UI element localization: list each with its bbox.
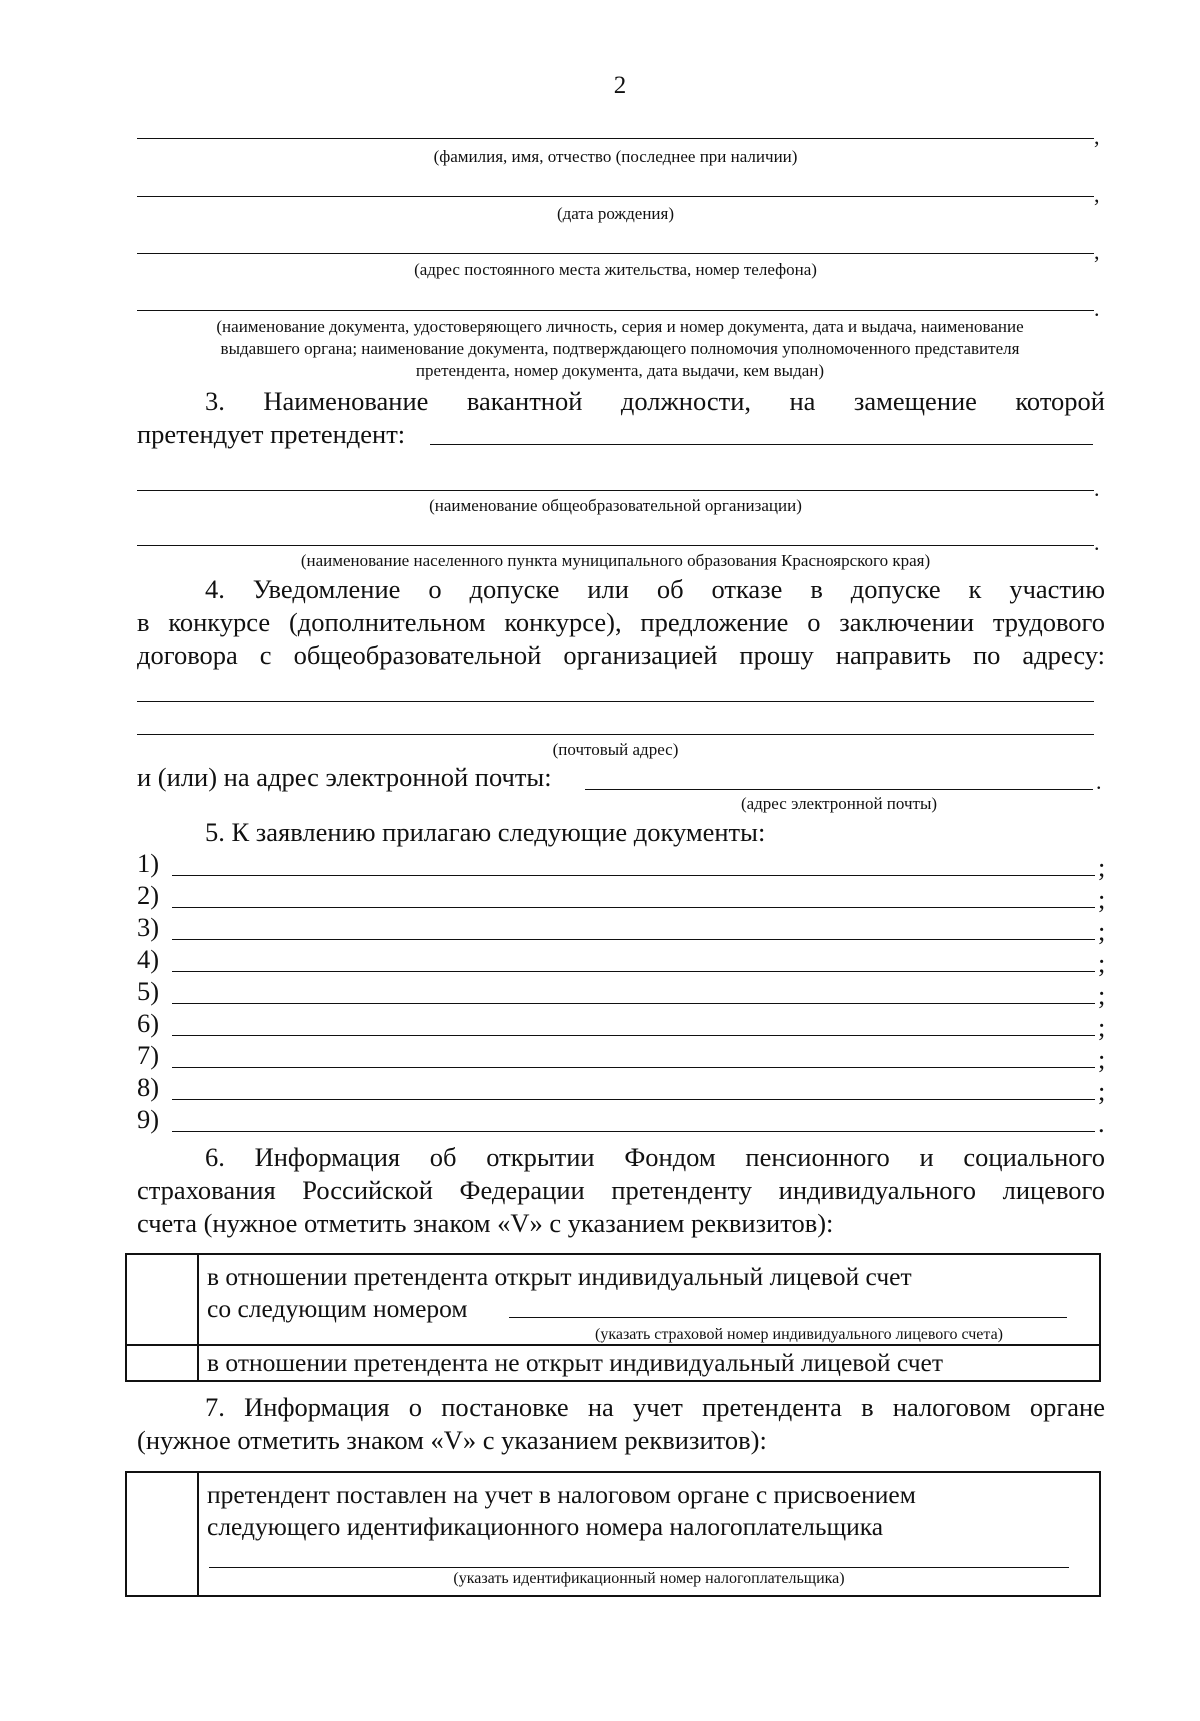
doc-item-number: 6) bbox=[137, 1008, 160, 1038]
doc-item-number: 9) bbox=[137, 1104, 160, 1134]
doc-item-end-mark: ; bbox=[1098, 980, 1106, 1010]
comma-mark: , bbox=[1094, 124, 1100, 149]
document-input-line[interactable] bbox=[137, 310, 1094, 311]
doc-item-number: 7) bbox=[137, 1040, 160, 1070]
address-caption: (адрес постоянного места жительства, номер телефона) bbox=[414, 260, 817, 279]
doc-item-number: 8) bbox=[137, 1072, 160, 1102]
section4-line3: договора с общеобразовательной организацией прошу направить по адресу: bbox=[137, 640, 1105, 670]
tax-registered-text-line1: претендент поставлен на учет в налоговом органе с присвоением bbox=[207, 1480, 916, 1509]
doc-item-line[interactable] bbox=[172, 971, 1095, 972]
doc-item-line[interactable] bbox=[172, 907, 1095, 908]
postal-address-caption: (почтовый адрес) bbox=[552, 740, 679, 759]
section3-line2: претендует претендент: bbox=[137, 419, 406, 449]
doc-item-number: 1) bbox=[137, 848, 160, 878]
section4-line2: в конкурсе (дополнительном конкурсе), предложение о заключении трудового bbox=[137, 607, 1105, 637]
tax-registered-option bbox=[198, 1472, 1100, 1596]
doc-item-line[interactable] bbox=[172, 1003, 1095, 1004]
pension-opened-option bbox=[198, 1254, 1100, 1345]
doc-item-end-mark: ; bbox=[1098, 1044, 1106, 1074]
pension-not-opened-option bbox=[198, 1345, 1100, 1381]
period-mark: . bbox=[1096, 769, 1102, 794]
doc-item-line[interactable] bbox=[172, 875, 1095, 876]
organization-caption: (наименование общеобразовательной организации) bbox=[429, 496, 802, 515]
period-mark: . bbox=[1094, 476, 1100, 501]
document-caption: (наименование документа, удостоверяющего личность, серия и номер документа, дата и выдача, наименование выдавшего органа; наименование документа, подтверждающего полномочия уполномоченного представителя претендента, номер документа, дата выдачи, кем выдан) bbox=[216, 317, 1024, 380]
position-input-line[interactable] bbox=[430, 444, 1093, 445]
locality-input-line[interactable] bbox=[137, 545, 1094, 546]
period-mark: . bbox=[1094, 296, 1100, 321]
fio-caption: (фамилия, имя, отчество (последнее при наличии) bbox=[433, 147, 798, 166]
tax-registered-checkbox[interactable] bbox=[126, 1472, 198, 1596]
locality-caption: (наименование населенного пункта муниципального образования Красноярского края) bbox=[300, 551, 931, 570]
doc-item-line[interactable] bbox=[172, 1131, 1095, 1132]
section5-heading: 5. К заявлению прилагаю следующие документы: bbox=[205, 817, 766, 847]
doc-item-line[interactable] bbox=[172, 1035, 1095, 1036]
doc-item-end-mark: ; bbox=[1098, 1076, 1106, 1106]
postal-address-line2[interactable] bbox=[137, 734, 1094, 735]
organization-input-line[interactable] bbox=[137, 490, 1094, 491]
doc-item-end-mark: ; bbox=[1098, 948, 1106, 978]
comma-mark: , bbox=[1094, 182, 1100, 207]
email-input-line[interactable] bbox=[585, 789, 1093, 790]
pension-opened-number-label: со следующим номером bbox=[207, 1294, 468, 1323]
snils-caption: (указать страховой номер индивидуального лицевого счета) bbox=[594, 1326, 1004, 1343]
doc-item-number: 2) bbox=[137, 880, 160, 910]
doc-item-end-mark: ; bbox=[1098, 916, 1106, 946]
section3-line1: 3. Наименование вакантной должности, на замещение которой bbox=[205, 386, 1105, 416]
birth-date-input-line[interactable] bbox=[137, 196, 1094, 197]
section6-line3: счета (нужное отметить знаком «V» с указанием реквизитов): bbox=[137, 1208, 834, 1238]
section7-line1: 7. Информация о постановке на учет претендента в налоговом органе bbox=[205, 1392, 1105, 1422]
section4-line1: 4. Уведомление о допуске или об отказе в допуске к участию bbox=[205, 574, 1105, 604]
inn-caption: (указать идентификационный номер налогоплательщика) bbox=[453, 1570, 845, 1587]
tax-registration-table bbox=[125, 1471, 1101, 1597]
doc-item-line[interactable] bbox=[172, 939, 1095, 940]
doc-item-line[interactable] bbox=[172, 1099, 1095, 1100]
doc-item-end-mark: ; bbox=[1098, 1012, 1106, 1042]
pension-account-table bbox=[125, 1253, 1101, 1382]
doc-item-end-mark: ; bbox=[1098, 884, 1106, 914]
pension-opened-text: в отношении претендента открыт индивидуальный лицевой счет bbox=[207, 1262, 912, 1291]
pension-not-opened-checkbox[interactable] bbox=[126, 1345, 198, 1381]
doc-item-number: 3) bbox=[137, 912, 160, 942]
doc-item-number: 5) bbox=[137, 976, 160, 1006]
email-caption: (адрес электронной почты) bbox=[740, 794, 938, 813]
period-mark: . bbox=[1094, 530, 1100, 555]
doc-item-number: 4) bbox=[137, 944, 160, 974]
doc-item-line[interactable] bbox=[172, 1067, 1095, 1068]
section7-line2: (нужное отметить знаком «V» с указанием реквизитов): bbox=[137, 1425, 767, 1455]
doc-item-end-mark: . bbox=[1098, 1108, 1105, 1138]
pension-opened-checkbox[interactable] bbox=[126, 1254, 198, 1345]
comma-mark: , bbox=[1094, 239, 1100, 264]
fio-input-line[interactable] bbox=[137, 138, 1094, 139]
postal-address-line1[interactable] bbox=[137, 701, 1094, 702]
section6-line2: страхования Российской Федерации претенденту индивидуального лицевого bbox=[137, 1175, 1105, 1205]
birth-date-caption: (дата рождения) bbox=[556, 204, 675, 223]
doc-item-end-mark: ; bbox=[1098, 852, 1106, 882]
page-number: 2 bbox=[613, 72, 627, 99]
snils-input-line[interactable] bbox=[509, 1317, 1067, 1318]
email-label: и (или) на адрес электронной почты: bbox=[137, 762, 552, 792]
address-input-line[interactable] bbox=[137, 253, 1094, 254]
section6-line1: 6. Информация об открытии Фондом пенсионного и социального bbox=[205, 1142, 1105, 1172]
tax-registered-text-line2: следующего идентификационного номера налогоплательщика bbox=[207, 1512, 884, 1541]
pension-not-opened-text: в отношении претендента не открыт индивидуальный лицевой счет bbox=[207, 1348, 943, 1377]
